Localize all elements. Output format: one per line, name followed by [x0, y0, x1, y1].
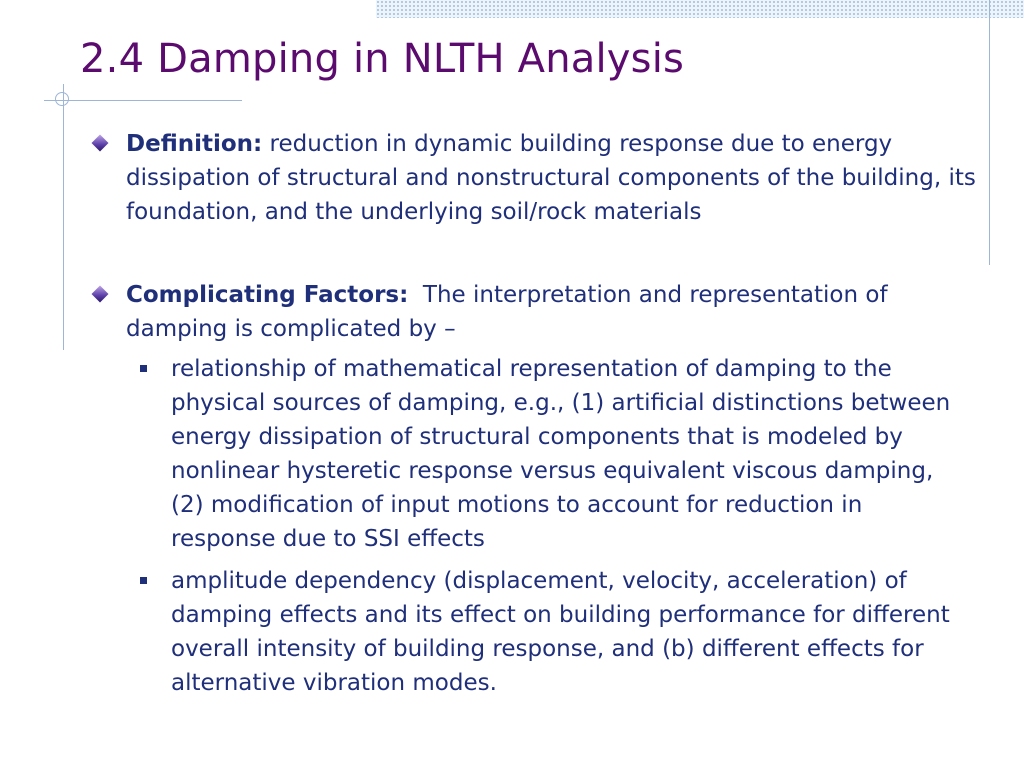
bullet-definition: [126, 127, 976, 229]
slide-title: 2.4 Damping in NLTH Analysis: [80, 36, 685, 82]
title-underline: [44, 100, 242, 101]
decorative-vertical-line-left: [63, 84, 64, 350]
bullet-text: reduction in dynamic building response due to energy dissipation of structural and nonstructural components of the building, its foundation, and the underlying soil/rock materials: [126, 131, 976, 225]
square-bullet-icon: [140, 577, 147, 584]
sub-bullet-mathematical-representation: [171, 352, 971, 556]
decorative-circle: [55, 92, 69, 106]
sub-bullet-text: amplitude dependency (displacement, velocity, acceleration) of damping effects and its effect on building performance for different overall intensity of building response, and (b) different effects for alternative vibration modes.: [171, 568, 950, 696]
bullet-text: The interpretation and representation of damping is complicated by –: [126, 282, 895, 342]
bullet-term: Definition:: [126, 131, 263, 157]
sub-bullet-text: relationship of mathematical representation of damping to the physical sources of damping, e.g., (1) artificial distinctions between energy dissipation of structural components that is modeled by nonlinear hysteretic response versus equivalent viscous damping, (2) modification of input motions to account for reduction in response due to SSI effects: [171, 356, 951, 552]
diamond-bullet-icon: [92, 286, 109, 303]
diamond-bullet-icon: [92, 135, 109, 152]
sub-bullet-amplitude-dependency: [171, 564, 971, 700]
bullet-complicating-factors: [126, 278, 976, 346]
decorative-dotted-band: [376, 0, 1024, 18]
square-bullet-icon: [140, 365, 147, 372]
decorative-vertical-line-right: [989, 0, 990, 265]
bullet-term: Complicating Factors:: [126, 282, 409, 308]
